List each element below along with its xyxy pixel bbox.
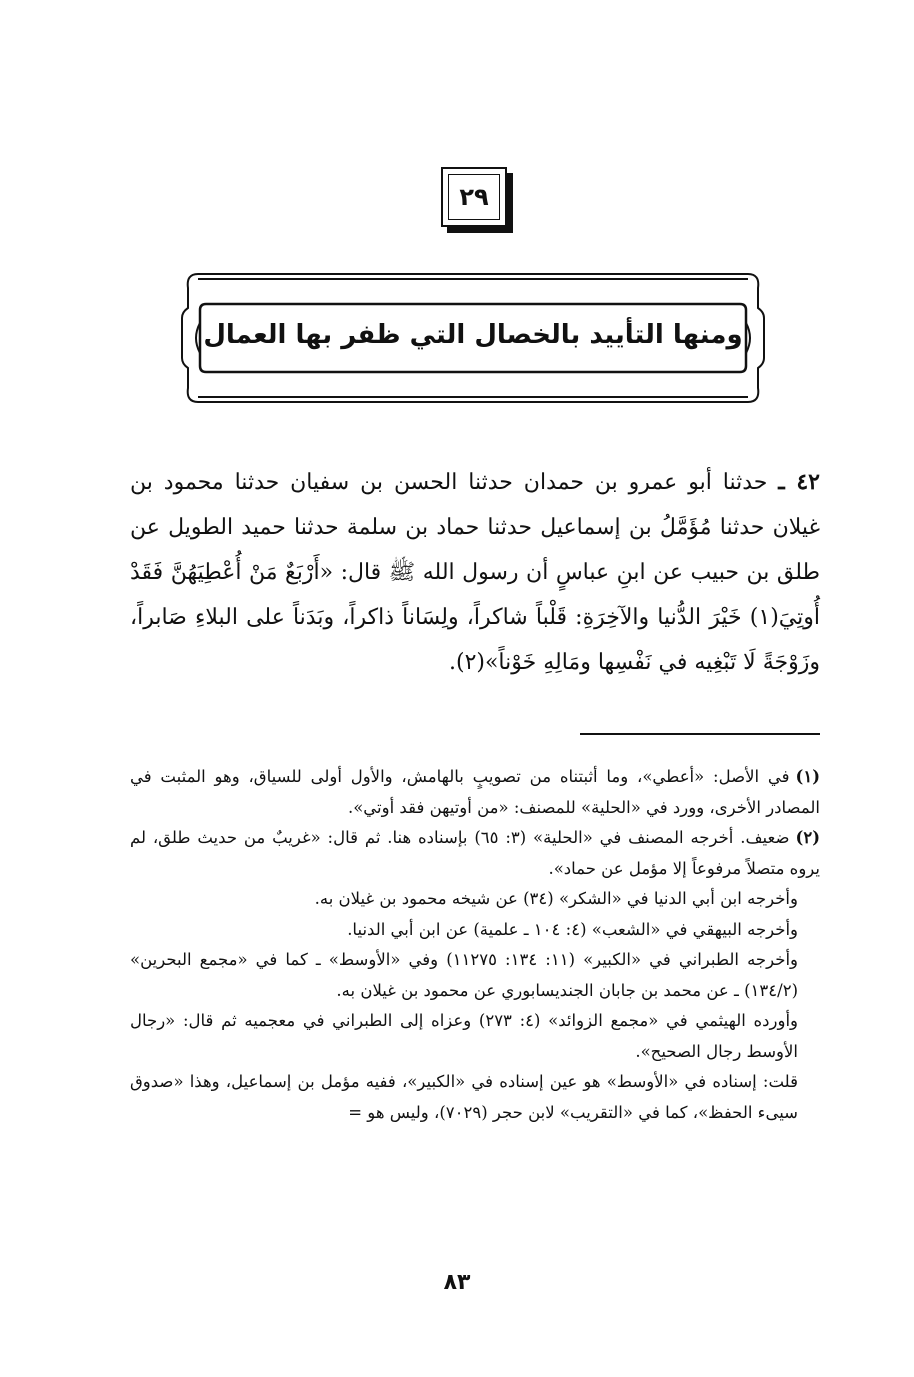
footnote-2-haythami: وأورده الهيثمي في «مجمع الزوائد» (٤: ٢٧٣) وعزاه إلى الطبراني في معجميه ثم قال: «رجال الأوسط رجال الصحيح». xyxy=(130,1011,798,1061)
footnote-2-tabarani: وأخرجه الطبراني في «الكبير» (١١: ١٣٤: ١١٢٧٥) وفي «الأوسط» ـ كما في «مجمع البحرين» (١٣٤/٢) ـ عن محمد بن جابان الجنديسابوري عن محمود بن غيلان به. xyxy=(130,950,798,1000)
chapter-title: ومنها التأييد بالخصال التي ظفر بها العمال xyxy=(203,320,743,350)
hadith-text: حدثنا أبو عمرو بن حمدان حدثنا الحسن بن سفيان حدثنا محمود بن غيلان حدثنا مُؤَمَّلُ بن إسماعيل حدثنا حماد بن سلمة حدثنا حميد الطويل عن طلق بن حبيب عن ابنِ عباسٍ أن رسول الله ﷺ قال: «أَرْبَعٌ مَنْ أُعْطِيَهُنَّ فَقَدْ أُوتِيَ(١) خَيْرَ الدُّنيا والآخِرَةِ: قَلْباً شاكراً، ولِسَاناً ذاكراً، وبَدَناً على البلاءِ صَابراً، وزَوْجَةً لَا تَبْغِيه في نَفْسِها ومَالِهِ خَوْناً»(٢). xyxy=(130,470,820,675)
hadith-body xyxy=(130,460,820,685)
hadith-paragraph xyxy=(130,460,820,685)
footnote-1 xyxy=(130,762,820,823)
footnote-1-marker: (١) xyxy=(795,767,820,786)
footnote-1-text: في الأصل: «أعطي»، وما أثبتناه من تصويبٍ بالهامش، والأول أولى للسياق، وهو المثبت في المصادر الأخرى، وورد في «الحلية» للمصنف: «من أوتيهن فقد أوتي». xyxy=(130,767,820,817)
hadith-number: ٤٢ ـ xyxy=(778,469,820,495)
footnotes xyxy=(130,762,820,1128)
footnote-2-qultu: قلت: إسناده في «الأوسط» هو عين إسناده في «الكبير»، ففيه مؤمل بن إسماعيل، وهذا «صدوق سيىء الحفظ»، كما في «التقريب» لابن حجر (٧٠٢٩)، وليس هو = xyxy=(130,1072,798,1122)
chapter-number: ٢٩ xyxy=(459,183,489,211)
footnote-2-ibn-abi-dunya: وأخرجه ابن أبي الدنيا في «الشكر» (٣٤) عن شيخه محمود بن غيلان به. xyxy=(314,889,798,908)
footnote-2-marker: (٢) xyxy=(795,828,821,847)
footnote-separator xyxy=(580,733,820,735)
page-number: ٨٣ xyxy=(443,1270,471,1295)
footnote-2-text: ضعيف. أخرجه المصنف في «الحلية» (٣: ٦٥) بإسناده هنا. ثم قال: «غريبٌ من حديث طلق، لم يروه متصلاً مرفوعاً إلا مؤمل عن حماد». xyxy=(130,828,820,878)
chapter-number-box xyxy=(441,167,507,227)
chapter-title-frame xyxy=(178,268,768,408)
footnote-2 xyxy=(130,823,820,884)
footnote-2-bayhaqi: وأخرجه البيهقي في «الشعب» (٤: ١٠٤ ـ علمية) عن ابن أبي الدنيا. xyxy=(347,919,798,939)
